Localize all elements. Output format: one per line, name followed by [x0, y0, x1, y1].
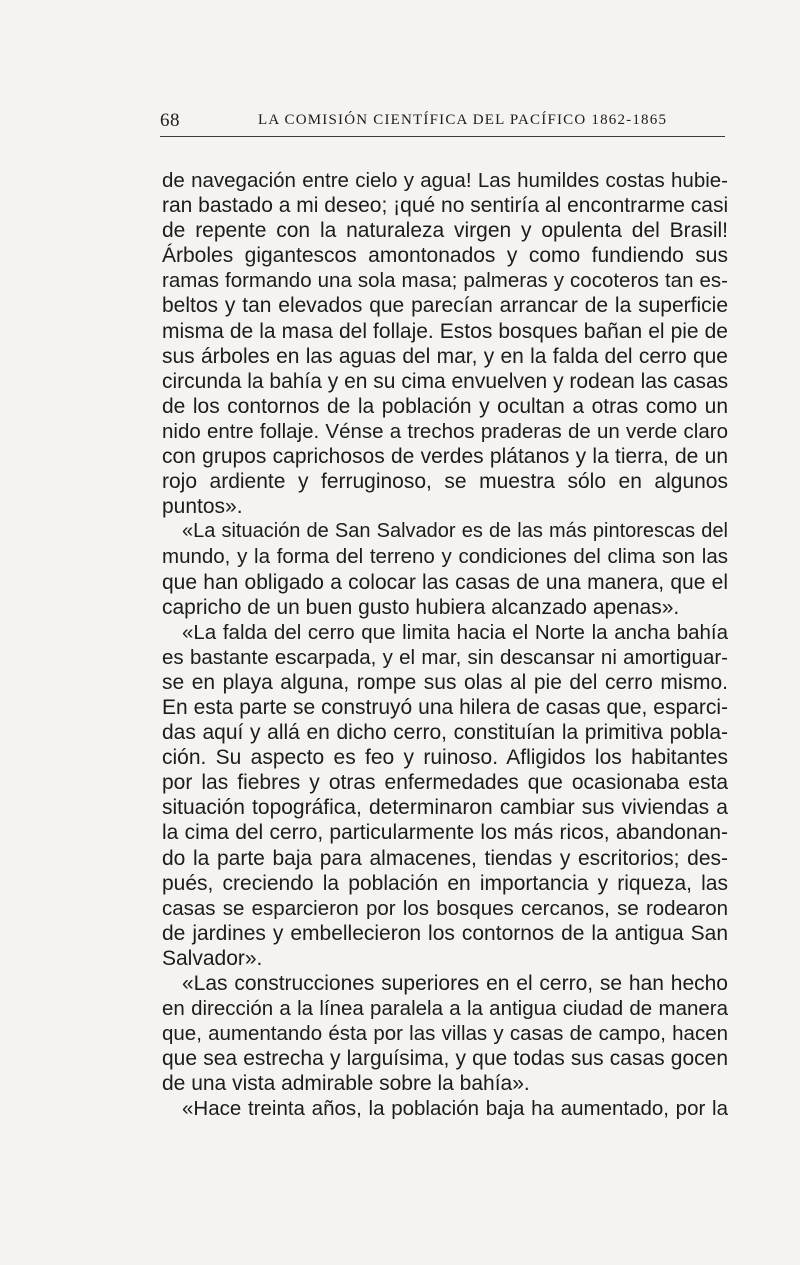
text-line: se en playa alguna, rompe sus olas al pie del cerro mismo.: [162, 670, 728, 694]
text-line: beltos y tan elevados que parecían arrancar de la superficie: [162, 294, 728, 318]
text-line: capricho de un buen gusto hubiera alcanzado apenas».: [162, 595, 680, 619]
text-line: do la parte baja para almacenes, tiendas y escritorios; des-: [162, 846, 728, 870]
text-line: la cima del cerro, particularmente los más ricos, abandonan-: [162, 821, 728, 845]
text-line: con grupos caprichosos de verdes plátanos y la tierra, de un: [162, 445, 728, 469]
text-line: «Hace treinta años, la población baja ha aumentado, por la: [182, 1097, 728, 1121]
text-line: por las fiebres y otras enfermedades que ocasionaba esta: [162, 771, 728, 795]
text-line: das aquí y allá en dicho cerro, constituían la primitiva pobla-: [162, 721, 728, 745]
text-line: de los contornos de la población y ocultan a otras como un: [162, 394, 728, 418]
text-line: de navegación entre cielo y agua! Las humildes costas hubie-: [162, 169, 728, 192]
text-line: puntos».: [162, 495, 243, 519]
text-line: es bastante escarpada, y el mar, sin descansar ni amortiguar-: [162, 645, 728, 669]
text-line: «La falda del cerro que limita hacia el Norte la ancha bahía: [182, 620, 728, 644]
text-line: de jardines y embellecieron los contornos de la antigua San: [162, 921, 728, 945]
text-line: Árboles gigantescos amontonados y como fundiendo sus: [162, 244, 728, 268]
text-line: ción. Su aspecto es feo y ruinoso. Afligidos los habitantes: [162, 746, 728, 770]
text-line: de una vista admirable sobre la bahía».: [162, 1072, 530, 1096]
text-line: en dirección a la línea paralela a la antigua ciudad de manera: [162, 997, 728, 1021]
text-line: Salvador».: [162, 946, 263, 970]
text-line: que han obligado a colocar las casas de una manera, que el: [162, 570, 728, 594]
text-line: «Las construcciones superiores en el cerro, se han hecho: [182, 972, 728, 995]
text-line: nido entre follaje. Vénse a trechos praderas de un verde claro: [162, 419, 728, 443]
page-header: [160, 108, 725, 137]
text-line: de repente con la naturaleza virgen y opulenta del Brasil!: [162, 219, 728, 243]
text-line: En esta parte se construyó una hilera de casas que, esparci-: [162, 695, 728, 719]
text-line: mundo, y la forma del terreno y condiciones del clima son las: [162, 545, 728, 569]
text-line: rojo ardiente y ferruginoso, se muestra sólo en algunos: [162, 470, 728, 494]
page-number: 68: [160, 110, 180, 131]
text-line: situación topográfica, determinaron cambiar sus viviendas a: [162, 796, 728, 820]
text-line: ran bastado a mi deseo; ¡qué no sentiría al encontrarme casi: [162, 194, 729, 218]
text-line: sus árboles en las aguas del mar, y en la falda del cerro que: [162, 344, 728, 368]
text-line: que sea estrecha y larguísima, y que todas sus casas gocen: [162, 1047, 728, 1071]
running-head: LA COMISIÓN CIENTÍFICA DEL PACÍFICO 1862-1865: [258, 112, 668, 128]
body-text: [162, 168, 728, 1122]
text-line: circunda la bahía y en su cima envuelven y rodean las casas: [162, 369, 729, 393]
text-line: «La situación de San Salvador es de las más pintorescas del: [182, 520, 728, 543]
text-line: misma de la masa del follaje. Estos bosques bañan el pie de: [162, 319, 728, 343]
text-line: pués, creciendo la población en importancia y riqueza, las: [162, 871, 728, 895]
text-line: que, aumentando ésta por las villas y casas de campo, hacen: [162, 1022, 728, 1046]
text-line: ramas formando una sola masa; palmeras y cocoteros tan es-: [162, 269, 728, 293]
text-line: casas se esparcieron por los bosques cercanos, se rodearon: [162, 896, 728, 920]
